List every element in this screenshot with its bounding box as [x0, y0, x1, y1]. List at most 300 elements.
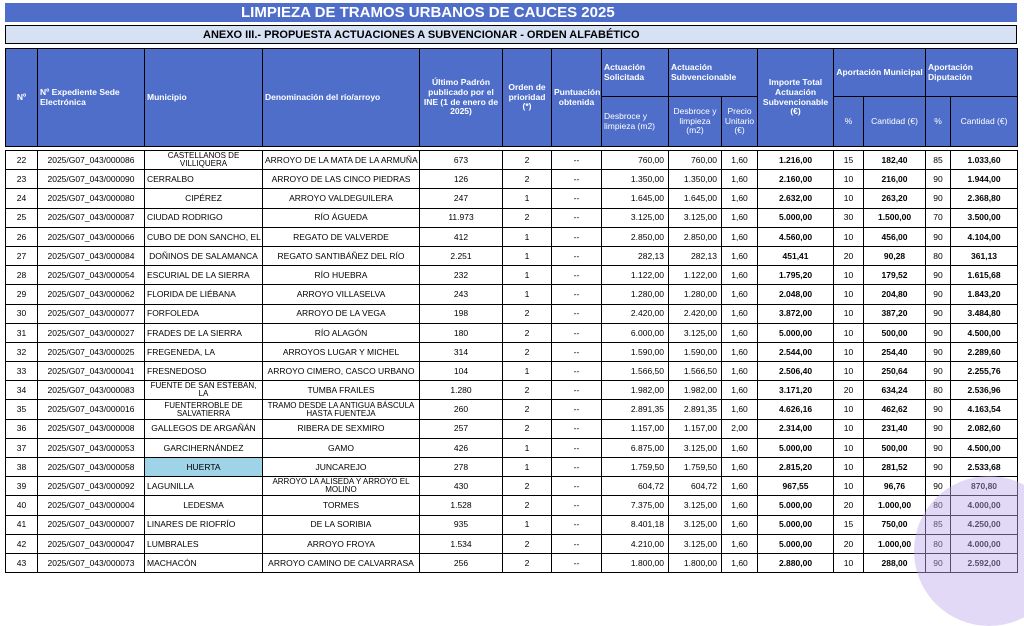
cell-den: ARROYO DE LA MATA DE LA ARMUÑA [263, 151, 420, 170]
cell-exp: 2025/G07_043/000080 [38, 189, 145, 208]
cell-pun: -- [552, 266, 602, 285]
cell-n: 23 [6, 170, 38, 189]
cell-n: 27 [6, 246, 38, 265]
cell-mun: LUMBRALES [145, 534, 263, 553]
cell-imp: 2.160,00 [758, 170, 834, 189]
cell-pun: -- [552, 208, 602, 227]
cell-pd: 90 [926, 170, 951, 189]
cell-pd: 90 [926, 285, 951, 304]
cell-exp: 2025/G07_043/000090 [38, 170, 145, 189]
cell-imp: 2.314,00 [758, 419, 834, 438]
cell-cd: 2.533,68 [951, 458, 1018, 477]
cell-pd: 85 [926, 515, 951, 534]
cell-n: 36 [6, 419, 38, 438]
cell-pd: 80 [926, 534, 951, 553]
cell-imp: 967,55 [758, 477, 834, 496]
cell-sol: 1.566,50 [602, 362, 669, 381]
cell-imp: 2.632,00 [758, 189, 834, 208]
cell-mun: FUENTE DE SAN ESTEBAN, LA [145, 381, 263, 400]
cell-pad: 1.280 [420, 381, 503, 400]
cell-sub: 1.122,00 [669, 266, 722, 285]
header-cantidad-municipal: Cantidad (€) [864, 97, 926, 147]
cell-sol: 7.375,00 [602, 496, 669, 515]
cell-mun: CIUDAD RODRIGO [145, 208, 263, 227]
subsidy-table-container [5, 48, 1017, 573]
cell-pre: 2,00 [722, 419, 758, 438]
header-aportacion-municipal: Aportación Municipal [834, 49, 926, 97]
cell-sub: 3.125,00 [669, 323, 722, 342]
cell-imp: 1.216,00 [758, 151, 834, 170]
cell-pre: 1,60 [722, 534, 758, 553]
cell-sol: 3.125,00 [602, 208, 669, 227]
cell-den: ARROYO VALDEGUILERA [263, 189, 420, 208]
cell-sol: 2.850,00 [602, 227, 669, 246]
cell-pri: 2 [503, 151, 552, 170]
cell-pri: 2 [503, 208, 552, 227]
cell-sol: 6.000,00 [602, 323, 669, 342]
cell-cm: 288,00 [864, 553, 926, 572]
cell-den: TRAMO DESDE LA ANTIGUA BÁSCULA HASTA FUENTEJA [263, 400, 420, 419]
cell-imp: 3.171,20 [758, 381, 834, 400]
cell-pri: 1 [503, 246, 552, 265]
cell-cm: 90,28 [864, 246, 926, 265]
cell-pun: -- [552, 151, 602, 170]
cell-pm: 15 [834, 515, 864, 534]
cell-pre: 1,60 [722, 477, 758, 496]
cell-n: 35 [6, 400, 38, 419]
cell-pun: -- [552, 534, 602, 553]
cell-pre: 1,60 [722, 438, 758, 457]
cell-n: 28 [6, 266, 38, 285]
cell-exp: 2025/G07_043/000062 [38, 285, 145, 304]
cell-sub: 1.280,00 [669, 285, 722, 304]
table-row [6, 515, 1018, 534]
cell-pd: 80 [926, 496, 951, 515]
cell-mun: CASTELLANOS DE VILLIQUERA [145, 151, 263, 170]
cell-exp: 2025/G07_043/000092 [38, 477, 145, 496]
cell-den: ARROYO DE LAS CINCO PIEDRAS [263, 170, 420, 189]
cell-pun: -- [552, 458, 602, 477]
cell-mun: GARCIHERNÁNDEZ [145, 438, 263, 457]
cell-pun: -- [552, 323, 602, 342]
table-row [6, 323, 1018, 342]
cell-mun: MACHACÓN [145, 553, 263, 572]
cell-exp: 2025/G07_043/000041 [38, 362, 145, 381]
cell-pad: 412 [420, 227, 503, 246]
cell-mun: GALLEGOS DE ARGAÑÁN [145, 419, 263, 438]
cell-n: 29 [6, 285, 38, 304]
cell-pre: 1,60 [722, 458, 758, 477]
cell-pri: 2 [503, 553, 552, 572]
cell-exp: 2025/G07_043/000084 [38, 246, 145, 265]
cell-pri: 2 [503, 381, 552, 400]
cell-pre: 1,60 [722, 170, 758, 189]
cell-sol: 604,72 [602, 477, 669, 496]
cell-mun: CIPÉREZ [145, 189, 263, 208]
cell-imp: 5.000,00 [758, 534, 834, 553]
cell-pad: 256 [420, 553, 503, 572]
cell-pad: 257 [420, 419, 503, 438]
cell-cd: 2.592,00 [951, 553, 1018, 572]
cell-den: RÍO ALAGÓN [263, 323, 420, 342]
cell-pre: 1,60 [722, 246, 758, 265]
cell-sol: 282,13 [602, 246, 669, 265]
cell-cd: 3.484,80 [951, 304, 1018, 323]
cell-exp: 2025/G07_043/000054 [38, 266, 145, 285]
cell-n: 34 [6, 381, 38, 400]
cell-pad: 314 [420, 342, 503, 361]
cell-pad: 11.973 [420, 208, 503, 227]
cell-pri: 2 [503, 170, 552, 189]
cell-pm: 20 [834, 246, 864, 265]
cell-pad: 232 [420, 266, 503, 285]
cell-pd: 90 [926, 419, 951, 438]
cell-pun: -- [552, 189, 602, 208]
cell-sub: 604,72 [669, 477, 722, 496]
cell-sol: 2.891,35 [602, 400, 669, 419]
header-cantidad-diputacion: Cantidad (€) [951, 97, 1018, 147]
cell-pun: -- [552, 419, 602, 438]
table-row [6, 266, 1018, 285]
table-body [6, 147, 1018, 573]
cell-n: 41 [6, 515, 38, 534]
cell-sub: 3.125,00 [669, 496, 722, 515]
cell-imp: 5.000,00 [758, 438, 834, 457]
cell-pd: 90 [926, 189, 951, 208]
cell-pre: 1,60 [722, 304, 758, 323]
cell-den: ARROYO LA ALISEDA Y ARROYO EL MOLINO [263, 477, 420, 496]
cell-pm: 30 [834, 208, 864, 227]
cell-den: RÍO ÁGUEDA [263, 208, 420, 227]
cell-cm: 387,20 [864, 304, 926, 323]
cell-sub: 1.157,00 [669, 419, 722, 438]
cell-pad: 935 [420, 515, 503, 534]
table-row [6, 362, 1018, 381]
cell-pad: 247 [420, 189, 503, 208]
cell-sol: 1.759,50 [602, 458, 669, 477]
cell-pri: 2 [503, 477, 552, 496]
cell-mun: FREGENEDA, LA [145, 342, 263, 361]
cell-sol: 6.875,00 [602, 438, 669, 457]
cell-cd: 2.368,80 [951, 189, 1018, 208]
cell-pd: 80 [926, 246, 951, 265]
cell-pun: -- [552, 246, 602, 265]
cell-sol: 1.350,00 [602, 170, 669, 189]
cell-pad: 126 [420, 170, 503, 189]
cell-pun: -- [552, 342, 602, 361]
cell-sub: 1.566,50 [669, 362, 722, 381]
cell-pad: 198 [420, 304, 503, 323]
header-denominacion: Denominación del río/arroyo [263, 49, 420, 147]
cell-cm: 462,62 [864, 400, 926, 419]
cell-imp: 2.544,00 [758, 342, 834, 361]
cell-sub: 1.645,00 [669, 189, 722, 208]
cell-mun: ESCURIAL DE LA SIERRA [145, 266, 263, 285]
cell-den: JUNCAREJO [263, 458, 420, 477]
cell-pad: 1.534 [420, 534, 503, 553]
cell-cm: 750,00 [864, 515, 926, 534]
cell-cm: 1.000,00 [864, 496, 926, 515]
cell-pd: 85 [926, 151, 951, 170]
cell-sub: 2.850,00 [669, 227, 722, 246]
cell-den: ARROYOS LUGAR Y MICHEL [263, 342, 420, 361]
cell-pun: -- [552, 170, 602, 189]
cell-pun: -- [552, 438, 602, 457]
cell-pri: 2 [503, 342, 552, 361]
header-expediente: Nº Expediente Sede Electrónica [38, 49, 145, 147]
cell-pre: 1,60 [722, 362, 758, 381]
cell-pm: 15 [834, 151, 864, 170]
cell-pri: 1 [503, 285, 552, 304]
cell-cd: 4.500,00 [951, 323, 1018, 342]
cell-pm: 10 [834, 323, 864, 342]
header-padron: Último Padrón publicado por el INE (1 de enero de 2025) [420, 49, 503, 147]
cell-exp: 2025/G07_043/000007 [38, 515, 145, 534]
cell-pad: 104 [420, 362, 503, 381]
cell-n: 38 [6, 458, 38, 477]
cell-mun: HUERTA [145, 458, 263, 477]
cell-cd: 4.104,00 [951, 227, 1018, 246]
cell-sol: 1.800,00 [602, 553, 669, 572]
cell-n: 43 [6, 553, 38, 572]
cell-pd: 90 [926, 400, 951, 419]
table-row [6, 170, 1018, 189]
cell-den: RÍO HUEBRA [263, 266, 420, 285]
cell-mun: LINARES DE RIOFRÍO [145, 515, 263, 534]
cell-sol: 1.590,00 [602, 342, 669, 361]
cell-pad: 430 [420, 477, 503, 496]
cell-exp: 2025/G07_043/000025 [38, 342, 145, 361]
cell-sol: 760,00 [602, 151, 669, 170]
cell-exp: 2025/G07_043/000053 [38, 438, 145, 457]
cell-n: 39 [6, 477, 38, 496]
cell-pm: 10 [834, 458, 864, 477]
cell-pre: 1,60 [722, 400, 758, 419]
cell-pre: 1,60 [722, 189, 758, 208]
cell-cm: 254,40 [864, 342, 926, 361]
cell-pre: 1,60 [722, 266, 758, 285]
cell-mun: FUENTERROBLE DE SALVATIERRA [145, 400, 263, 419]
cell-exp: 2025/G07_043/000083 [38, 381, 145, 400]
cell-pre: 1,60 [722, 208, 758, 227]
table-row [6, 438, 1018, 457]
cell-exp: 2025/G07_043/000073 [38, 553, 145, 572]
cell-pd: 90 [926, 304, 951, 323]
cell-pad: 260 [420, 400, 503, 419]
cell-pun: -- [552, 553, 602, 572]
cell-imp: 5.000,00 [758, 515, 834, 534]
cell-n: 30 [6, 304, 38, 323]
cell-den: ARROYO DE LA VEGA [263, 304, 420, 323]
cell-mun: DOÑINOS DE SALAMANCA [145, 246, 263, 265]
cell-pun: -- [552, 477, 602, 496]
cell-cd: 3.500,00 [951, 208, 1018, 227]
cell-pad: 1.528 [420, 496, 503, 515]
cell-exp: 2025/G07_043/000058 [38, 458, 145, 477]
cell-n: 22 [6, 151, 38, 170]
cell-cm: 1.000,00 [864, 534, 926, 553]
cell-cm: 281,52 [864, 458, 926, 477]
cell-den: DE LA SORIBIA [263, 515, 420, 534]
cell-pm: 10 [834, 304, 864, 323]
header-pct-diputacion: % [926, 97, 951, 147]
cell-pri: 2 [503, 534, 552, 553]
cell-sol: 1.122,00 [602, 266, 669, 285]
cell-pri: 2 [503, 419, 552, 438]
cell-mun: CUBO DE DON SANCHO, EL [145, 227, 263, 246]
cell-exp: 2025/G07_043/000016 [38, 400, 145, 419]
cell-mun: CERRALBO [145, 170, 263, 189]
cell-pri: 1 [503, 515, 552, 534]
header-precio-unitario: Precio Unitario (€) [722, 97, 758, 147]
cell-cm: 179,52 [864, 266, 926, 285]
cell-exp: 2025/G07_043/000086 [38, 151, 145, 170]
cell-pd: 90 [926, 227, 951, 246]
table-row [6, 189, 1018, 208]
cell-pd: 70 [926, 208, 951, 227]
cell-sol: 1.157,00 [602, 419, 669, 438]
cell-mun: LEDESMA [145, 496, 263, 515]
cell-n: 40 [6, 496, 38, 515]
cell-sub: 1.800,00 [669, 553, 722, 572]
cell-cd: 4.000,00 [951, 534, 1018, 553]
cell-pm: 20 [834, 496, 864, 515]
cell-cd: 1.033,60 [951, 151, 1018, 170]
cell-pre: 1,60 [722, 227, 758, 246]
cell-pad: 673 [420, 151, 503, 170]
cell-cm: 263,20 [864, 189, 926, 208]
cell-imp: 5.000,00 [758, 208, 834, 227]
cell-pm: 10 [834, 170, 864, 189]
table-row [6, 400, 1018, 419]
cell-n: 42 [6, 534, 38, 553]
cell-cd: 4.500,00 [951, 438, 1018, 457]
cell-pun: -- [552, 496, 602, 515]
cell-mun: FORFOLEDA [145, 304, 263, 323]
cell-n: 37 [6, 438, 38, 457]
cell-pre: 1,60 [722, 381, 758, 400]
cell-n: 33 [6, 362, 38, 381]
cell-sub: 2.891,35 [669, 400, 722, 419]
cell-pd: 90 [926, 477, 951, 496]
cell-pun: -- [552, 381, 602, 400]
cell-imp: 2.880,00 [758, 553, 834, 572]
table-row [6, 304, 1018, 323]
cell-pm: 10 [834, 362, 864, 381]
cell-pun: -- [552, 227, 602, 246]
cell-pun: -- [552, 285, 602, 304]
table-row [6, 496, 1018, 515]
header-desbroce-subvencionable: Desbroce y limpieza (m2) [669, 97, 722, 147]
cell-den: ARROYO CIMERO, CASCO URBANO [263, 362, 420, 381]
cell-sol: 2.420,00 [602, 304, 669, 323]
cell-pri: 2 [503, 400, 552, 419]
cell-sub: 282,13 [669, 246, 722, 265]
cell-cd: 1.944,00 [951, 170, 1018, 189]
cell-mun: FRADES DE LA SIERRA [145, 323, 263, 342]
cell-sub: 1.350,00 [669, 170, 722, 189]
cell-cd: 2.255,76 [951, 362, 1018, 381]
cell-pd: 90 [926, 362, 951, 381]
cell-pd: 90 [926, 438, 951, 457]
subsidy-table [5, 48, 1018, 573]
cell-sub: 1.759,50 [669, 458, 722, 477]
table-row [6, 477, 1018, 496]
cell-imp: 451,41 [758, 246, 834, 265]
cell-sub: 3.125,00 [669, 438, 722, 457]
cell-cd: 4.000,00 [951, 496, 1018, 515]
table-row [6, 285, 1018, 304]
header-num: Nº [6, 49, 38, 147]
cell-pre: 1,60 [722, 323, 758, 342]
cell-imp: 2.815,20 [758, 458, 834, 477]
cell-sol: 4.210,00 [602, 534, 669, 553]
cell-pre: 1,60 [722, 342, 758, 361]
cell-cm: 1.500,00 [864, 208, 926, 227]
cell-pd: 90 [926, 323, 951, 342]
cell-exp: 2025/G07_043/000077 [38, 304, 145, 323]
cell-cm: 96,76 [864, 477, 926, 496]
cell-exp: 2025/G07_043/000004 [38, 496, 145, 515]
cell-cd: 2.289,60 [951, 342, 1018, 361]
cell-imp: 2.506,40 [758, 362, 834, 381]
cell-sol: 1.645,00 [602, 189, 669, 208]
cell-pri: 1 [503, 266, 552, 285]
cell-pm: 10 [834, 438, 864, 457]
cell-pri: 1 [503, 438, 552, 457]
table-row [6, 553, 1018, 572]
cell-cm: 500,00 [864, 323, 926, 342]
header-municipio: Municipio [145, 49, 263, 147]
cell-pre: 1,60 [722, 151, 758, 170]
cell-n: 24 [6, 189, 38, 208]
cell-pm: 10 [834, 419, 864, 438]
cell-pd: 90 [926, 458, 951, 477]
cell-den: TORMES [263, 496, 420, 515]
cell-den: ARROYO VILLASELVA [263, 285, 420, 304]
table-row [6, 208, 1018, 227]
cell-den: ARROYO FROYA [263, 534, 420, 553]
cell-cd: 1.615,68 [951, 266, 1018, 285]
cell-n: 25 [6, 208, 38, 227]
cell-pri: 1 [503, 362, 552, 381]
header-importe: Importe Total Actuación Subvencionable (€) [758, 49, 834, 147]
header-prioridad: Orden de prioridad (*) [503, 49, 552, 147]
cell-pad: 180 [420, 323, 503, 342]
cell-pun: -- [552, 362, 602, 381]
cell-imp: 3.872,00 [758, 304, 834, 323]
cell-imp: 4.626,16 [758, 400, 834, 419]
cell-cm: 500,00 [864, 438, 926, 457]
cell-sol: 1.280,00 [602, 285, 669, 304]
cell-cd: 361,13 [951, 246, 1018, 265]
cell-cm: 456,00 [864, 227, 926, 246]
cell-pad: 426 [420, 438, 503, 457]
cell-imp: 5.000,00 [758, 323, 834, 342]
cell-sub: 1.590,00 [669, 342, 722, 361]
cell-cd: 4.163,54 [951, 400, 1018, 419]
cell-pm: 10 [834, 227, 864, 246]
cell-mun: FLORIDA DE LIÉBANA [145, 285, 263, 304]
cell-cd: 1.843,20 [951, 285, 1018, 304]
cell-pm: 10 [834, 266, 864, 285]
cell-cm: 231,40 [864, 419, 926, 438]
table-row [6, 246, 1018, 265]
cell-pm: 10 [834, 553, 864, 572]
cell-pre: 1,60 [722, 553, 758, 572]
cell-n: 31 [6, 323, 38, 342]
cell-den: ARROYO CAMINO DE CALVARRASA [263, 553, 420, 572]
